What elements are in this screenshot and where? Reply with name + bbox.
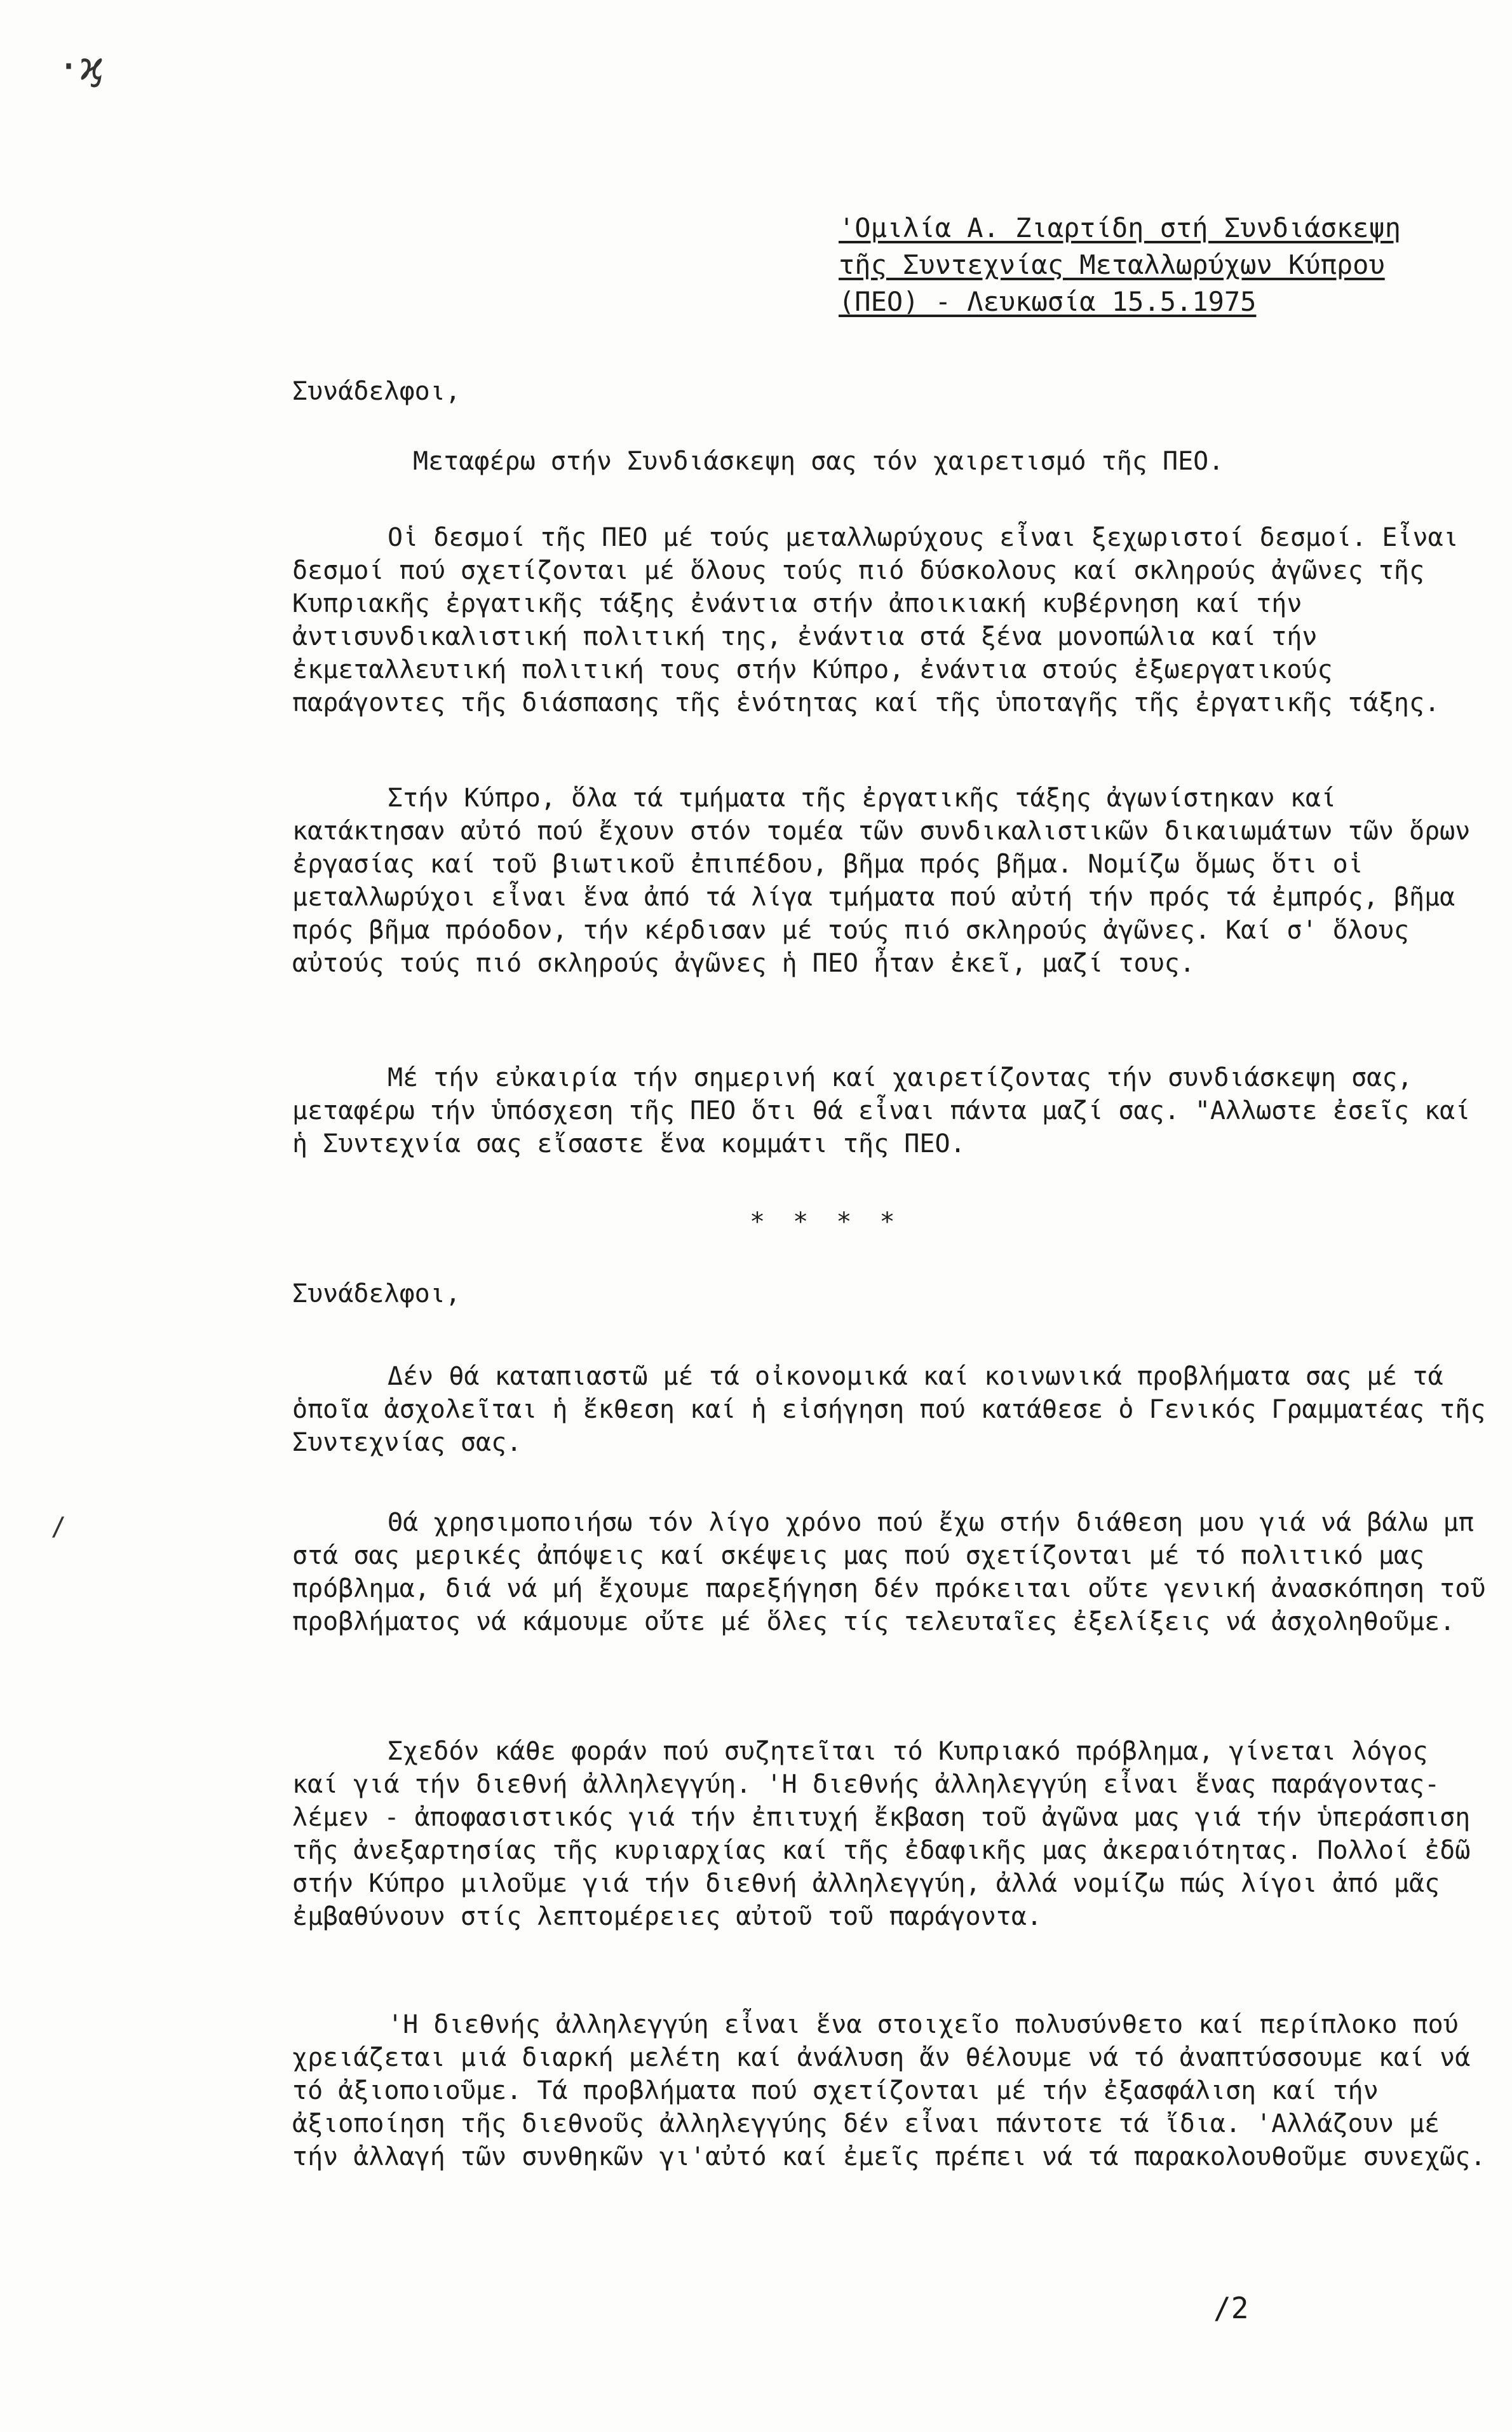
paragraph-international-solidarity: Σχεδόν κάθε φοράν πού συζητεῖται τό Κυπριακό πρόβλημα, γίνεται λόγος καί γιά τήν διεθνή ἀλληλεγγύη. 'Η διεθνής ἀλληλεγγύη εἶναι ἕνας παράγοντας-λέμεν - ἀποφασιστικός γιά τήν ἐπιτυχή ἔκβαση τοῦ ἀγῶνα μας γιά τήν ὑπεράσπιση τῆς ἀνεξαρτησίας τῆς κυριαρχίας καί τῆς ἐδαφικῆς μας ἀκεραιότητας. Πολλοί ἐδῶ στήν Κύπρο μιλοῦμε γιά τήν διεθνή ἀλληλεγγύη, ἀλλά νομίζω πώς λίγοι ἀπό μᾶς ἐμβαθύνουν στίς λεπτομέρειες αὐτοῦ τοῦ παράγοντα. <box>292 1737 1486 1931</box>
page-number: /2 <box>1213 2291 1249 2325</box>
corner-mark: ·ϗ <box>57 44 104 89</box>
paragraph-solidarity-complexity: 'Η διεθνής ἀλληλεγγύη εἶναι ἕνα στοιχεῖο πολυσύνθετο καί περίπλοκο πού χρειάζεται μιά διαρκή μελέτη καί ἀνάλυση ἄν θέλουμε νά τό ἀναπτύσσουμε καί νά τό ἀξιοποιοῦμε. Τά προβλήματα πού σχετίζονται μέ τήν ἐξασφάλιση καί τήν ἀξιοποίηση τῆς διεθνοῦς ἀλληλεγγύης δέν εἶναι πάντοτε τά ἴδια. 'Αλλάζουν μέ τήν ἀλλαγή τῶν συνθηκῶν γι'αὐτό καί ἐμεῖς πρέπει νά τά παρακολουθοῦμε συνεχῶς. <box>292 2010 1486 2171</box>
heading-line-2: τῆς Συντεχνίας Μεταλλωρύχων Κύπρου <box>839 249 1385 280</box>
paragraph-greeting: Μεταφέρω στήν Συνδιάσκεψη σας τόν χαιρετισμό τῆς ΠΕΟ. <box>413 447 1224 476</box>
salutation-second: Συνάδελφοι, <box>292 1279 461 1308</box>
heading-line-3: (ΠΕΟ) - Λευκωσία 15.5.1975 <box>839 286 1257 317</box>
margin-mark: / <box>51 1512 67 1542</box>
paragraph-commitment: Μέ τήν εὐκαιρία τήν σημερινή καί χαιρετίζοντας τήν συνδιάσκεψη σας, μεταφέρω τήν ὑπόσχεση τῆς ΠΕΟ ὅτι θά εἶναι πάντα μαζί σας. "Αλλωστε ἐσεῖς καί ἡ Συντεχνία σας εἴσαστε ἕνα κομμάτι τῆς ΠΕΟ. <box>292 1063 1486 1158</box>
salutation-first: Συνάδελφοι, <box>292 377 461 406</box>
paragraph-bonds: Οἱ δεσμοί τῆς ΠΕΟ μέ τούς μεταλλωρύχους εἶναι ξεχωριστοί δεσμοί. Εἶναι δεσμοί πού σχετίζονται μέ ὅλους τούς πιό δύσκολους καί σκληρούς ἀγῶνες τῆς Κυπριακῆς ἐργατικῆς τάξης ἐνάντια στήν ἀποικιακή κυβέρνηση καί τήν ἀντισυνδικαλιστική πολιτική της, ἐνάντια στά ξένα μονοπώλια καί τήν ἐκμεταλλευτική πολιτική τους στήν Κύπρο, ἐνάντια στούς ἐξωεργατικούς παράγοντες τῆς διάσπασης τῆς ἑνότητας καί τῆς ὑποταγῆς τῆς ἐργατικῆς τάξης. <box>292 523 1474 717</box>
speech-heading <box>839 210 1410 320</box>
paragraph-economic-problems: Δέν θά καταπιαστῶ μέ τά οἰκονομικά καί κοινωνικά προβλήματα σας μέ τά ὁποῖα ἀσχολεῖται ἡ ἔκθεση καί ἡ εἰσήγηση πού κατάθεσε ὁ Γενικός Γραμματέας τῆς Συντεχνίας σας. <box>292 1362 1501 1457</box>
heading-line-1: 'Ομιλία Α. Ζιαρτίδη στή Συνδιάσκεψη <box>839 212 1401 243</box>
section-divider-stars: * * * * <box>750 1207 901 1237</box>
paragraph-political-problem: Θά χρησιμοποιήσω τόν λίγο χρόνο πού ἔχω στήν διάθεση μου γιά νά βάλω μπ στά σας μερικές ἀπόψεις καί σκέψεις μας πού σχετίζονται μέ τό πολιτικό μας πρόβλημα, διά νά μή ἔχουμε παρεξήγηση δέν πρόκειται οὔτε γενική ἀνασκόπηση τοῦ προβλήματος νά κάμουμε οὔτε μέ ὅλες τίς τελευταῖες ἐξελίξεις νά ἀσχοληθοῦμε. <box>292 1508 1501 1636</box>
paragraph-struggles: Στήν Κύπρο, ὅλα τά τμήματα τῆς ἐργατικῆς τάξης ἀγωνίστηκαν καί κατάκτησαν αὐτό πού ἔχουν στόν τομέα τῶν συνδικαλιστικῶν δικαιωμάτων τῶν ὅρων ἐργασίας καί τοῦ βιωτικοῦ ἐπιπέδου, βῆμα πρός βῆμα. Νομίζω ὅμως ὅτι οἱ μεταλλωρύχοι εἶναι ἕνα ἀπό τά λίγα τμήματα πού αὐτή τήν πρός τά ἐμπρός, βῆμα πρός βῆμα πρόοδον, τήν κέρδισαν μέ τούς πιό σκληρούς ἀγῶνες. Καί σ' ὅλους αὐτούς τούς πιό σκληρούς ἀγῶνες ἡ ΠΕΟ ἦταν ἐκεῖ, μαζί τους. <box>292 784 1486 978</box>
